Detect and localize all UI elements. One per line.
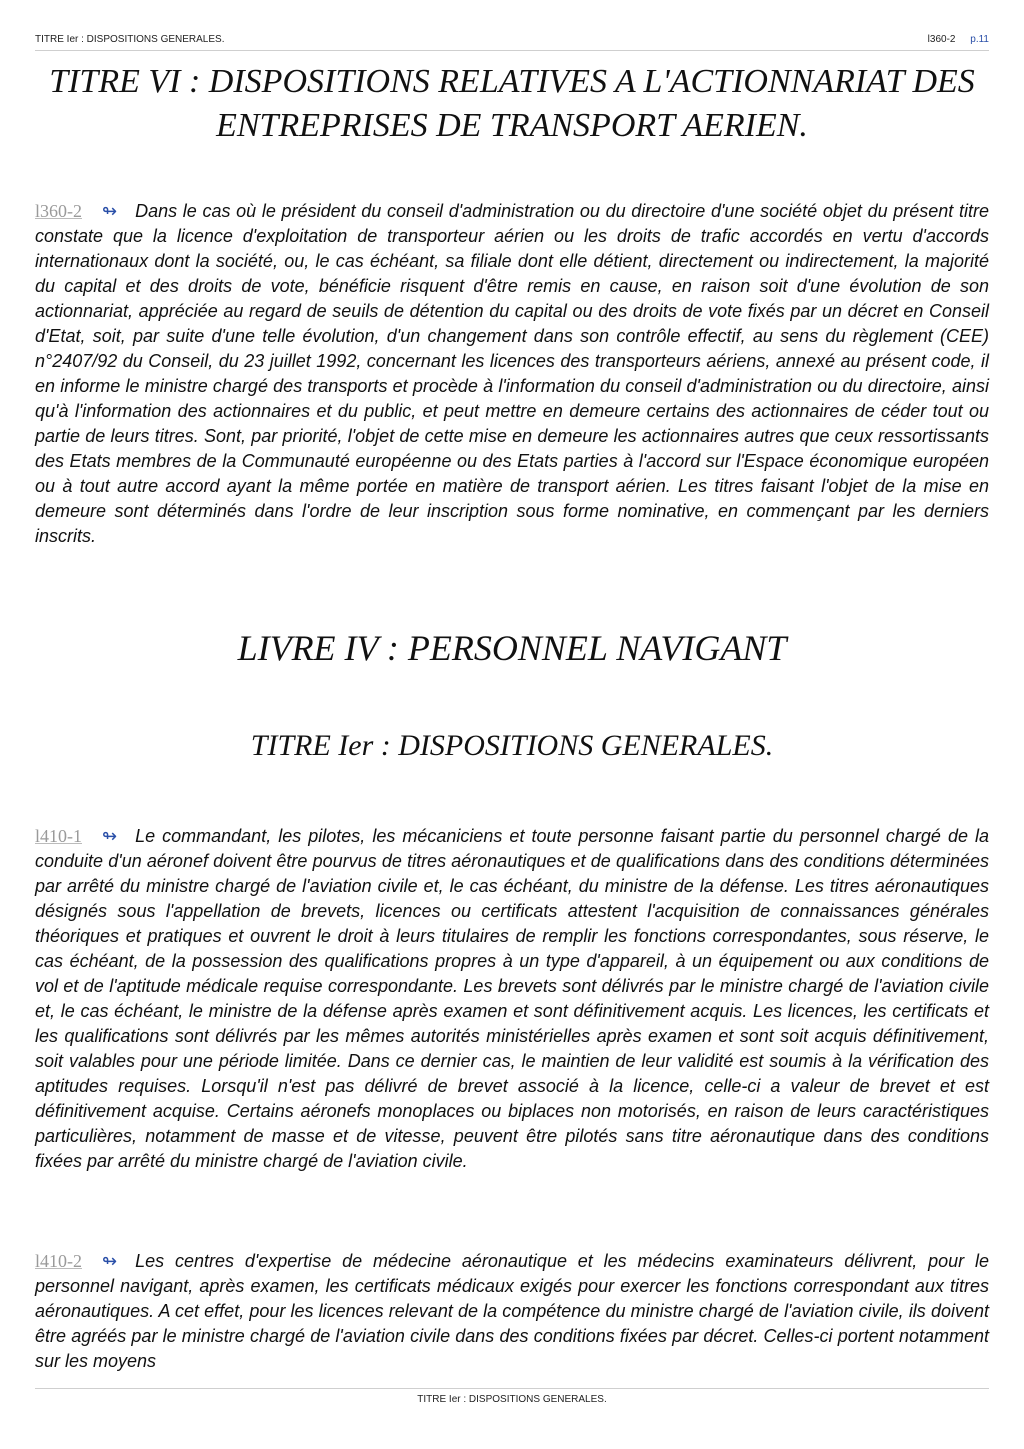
header-right (928, 34, 989, 45)
titre-ier-heading: TITRE Ier : DISPOSITIONS GENERALES. (250, 729, 774, 762)
reference-arrow-icon[interactable]: ↬ (102, 201, 118, 221)
article-l410-2 (35, 1249, 989, 1374)
header-page-number[interactable]: p.11 (970, 34, 989, 45)
article-l360-2 (35, 199, 989, 549)
article-text: Dans le cas où le président du conseil d'administration ou du directoire d'une société objet du présent titre constate que la licence d'exploitation de transporteur aérien ou les droits de trafic accordés en vertu d'accords internationaux dont la société, ou, le cas échéant, sa filiale dont elle détient, directement ou indirectement, la majorité du capital et des droits de vote, bénéficie risquent d'être remis en cause, en raison soit d'une évolution de son actionnariat, appréciée au regard de seuils de détention du capital ou des droits de vote fixés par un décret en Conseil d'Etat, soit, par suite d'une telle évolution, d'un changement dans son contrôle effectif, au sens du règlement (CEE) n°2407/92 du Conseil, du 23 juillet 1992, concernant les licences des transporteurs aériens, annexé au présent code, il en informe le ministre chargé des transports et procède à l'information du conseil d'administration ou du directoire, ainsi qu'à l'information des actionnaires et du public, et peut mettre en demeure certains des actionnaires de céder tout ou partie de leurs titres. Sont, par priorité, l'objet de cette mise en demeure les actionnaires autres que ceux ressortissants des Etats membres de la Communauté européenne ou des Etats parties à l'accord sur l'Espace économique européen ou à tout autre accord ayant la même portée en matière de transport aérien. Les titres faisant l'objet de la mise en demeure sont déterminés dans l'ordre de leur inscription sous forme nominative, en commençant par les derniers inscrits. (35, 201, 989, 546)
header-section-title: TITRE Ier : DISPOSITIONS GENERALES. (35, 34, 225, 45)
article-number-link[interactable]: l360-2 (35, 201, 82, 221)
running-footer: TITRE Ier : DISPOSITIONS GENERALES. (35, 1388, 989, 1405)
article-text: Les centres d'expertise de médecine aéronautique et les médecins examinateurs délivrent, pour le personnel navigant, après examen, les certificats médicaux exigés pour exercer les fonctions correspondant aux titres aéronautiques. A cet effet, pour les licences relevant de la compétence du ministre chargé de l'aviation civile, ils doivent être agréés par le ministre chargé de l'aviation civile dans des conditions fixées par décret. Celles-ci portent notamment sur les moyens (35, 1251, 989, 1371)
article-l410-1 (35, 824, 989, 1174)
reference-arrow-icon[interactable]: ↬ (102, 1251, 118, 1271)
livre-iv-heading: LIVRE IV : PERSONNEL NAVIGANT (237, 628, 787, 668)
titre-vi-heading: TITRE VI : DISPOSITIONS RELATIVES A L'ACTIONNARIAT DES ENTREPRISES DE TRANSPORT AERIEN. (49, 63, 975, 144)
running-header (35, 34, 989, 51)
article-number-link[interactable]: l410-2 (35, 1251, 82, 1271)
header-article-ref[interactable]: l360-2 (927, 34, 956, 45)
reference-arrow-icon[interactable]: ↬ (102, 826, 118, 846)
article-number-link[interactable]: l410-1 (35, 826, 82, 846)
article-text: Le commandant, les pilotes, les mécaniciens et toute personne faisant partie du personnel chargé de la conduite d'un aéronef doivent être pourvus de titres aéronautiques et de qualifications dans des conditions déterminées par arrêté du ministre chargé de l'aviation civile et, le cas échéant, du ministre de la défense. Les titres aéronautiques désignés sous l'appellation de brevets, licences ou certificats attestent l'acquisition de connaissances générales théoriques et pratiques et ouvrent le droit à leurs titulaires de remplir les fonctions correspondantes, sous réserve, le cas échéant, de la possession des qualifications propres à un type d'appareil, à un équipement ou aux conditions de vol et de l'aptitude médicale requise correspondante. Les brevets sont délivrés par le ministre chargé de l'aviation civile et, le cas échéant, le ministre de la défense après examen et sont définitivement acquis. Les licences, les certificats et les qualifications sont délivrés par les mêmes autorités ministérielles après examen et sont soit acquis définitivement, soit valables pour une période limitée. Dans ce dernier cas, le maintien de leur validité est soumis à la vérification des aptitudes requises. Lorsqu'il n'est pas délivré de brevet associé à la licence, celle-ci a valeur de brevet et est définitivement acquise. Certains aéronefs monoplaces ou biplaces non motorisés, en raison de leurs caractéristiques particulières, notamment de masse et de vitesse, peuvent être pilotés sans titre aéronautique dans des conditions fixées par arrêté du ministre chargé de l'aviation civile. (35, 826, 989, 1171)
